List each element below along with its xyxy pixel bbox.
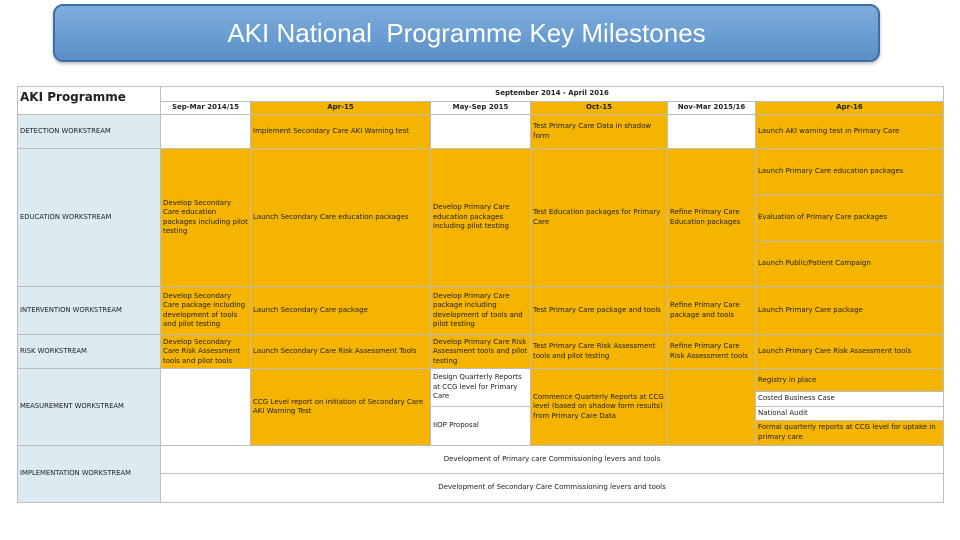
period-header: Apr-16 [756, 101, 944, 115]
cell-intervention-oct15: Test Primary Care package and tools [531, 287, 668, 335]
cell-intervention-sep14: Develop Secondary Care package including development of tools and pilot testing [161, 287, 251, 335]
cell-education-sep14: Develop Secondary Care education packages including pilot testing [161, 149, 251, 287]
period-header: Sep-Mar 2014/15 [161, 101, 251, 115]
milestones-table [17, 86, 944, 503]
workstream-intervention: INTERVENTION WORKSTREAM [18, 287, 161, 335]
cell-implementation-primary: Development of Primary care Commissioning levers and tools [161, 446, 944, 474]
cell-risk-sep14: Develop Secondary Care Risk Assessment tools and pilot tools [161, 335, 251, 369]
cell-empty [668, 369, 756, 446]
cell-empty [668, 115, 756, 149]
cell-education-nov15: Refine Primary Care Education packages [668, 149, 756, 287]
cell-measurement-may15-iiop: IIOP Proposal [431, 407, 531, 446]
cell-detection-apr15: Implement Secondary Care AKI Warning test [251, 115, 431, 149]
period-header: Apr-15 [251, 101, 431, 115]
cell-education-apr16-evaluation: Evaluation of Primary Care packages [756, 195, 944, 241]
period-header: Oct-15 [531, 101, 668, 115]
cell-measurement-may15-design: Design Quarterly Reports at CCG level for Primary Care [431, 369, 531, 407]
cell-risk-nov15: Refine Primary Care Risk Assessment tools [668, 335, 756, 369]
cell-empty [161, 115, 251, 149]
title-banner [53, 4, 880, 62]
cell-detection-apr16: Launch AKI warning test in Primary Care [756, 115, 944, 149]
span-header: September 2014 - April 2016 [161, 87, 944, 102]
workstream-risk: RISK WORKSTREAM [18, 335, 161, 369]
cell-education-may15: Develop Primary Care education packages including pilot testing [431, 149, 531, 287]
workstream-education: EDUCATION WORKSTREAM [18, 149, 161, 287]
cell-implementation-secondary: Development of Secondary Care Commissioning levers and tools [161, 474, 944, 503]
cell-intervention-apr15: Launch Secondary Care package [251, 287, 431, 335]
cell-risk-may15: Develop Primary Care Risk Assessment tools and pilot testing [431, 335, 531, 369]
cell-intervention-may15: Develop Primary Care package including development of tools and pilot testing [431, 287, 531, 335]
cell-education-apr15: Launch Secondary Care education packages [251, 149, 431, 287]
cell-intervention-apr16: Launch Primary Care package [756, 287, 944, 335]
cell-measurement-apr16-registry: Registry in place [756, 369, 944, 392]
cell-measurement-oct15: Commence Quarterly Reports at CCG level (based on shadow form results) from Primary Care Data [531, 369, 668, 446]
milestones-table-container [17, 86, 943, 503]
cell-detection-oct15: Test Primary Care Data in shadow form [531, 115, 668, 149]
cell-education-apr16-campaign: Launch Public/Patient Campaign [756, 241, 944, 286]
programme-label: AKI Programme [18, 87, 161, 115]
cell-measurement-apr16-business-case: Costed Business Case [756, 392, 944, 407]
cell-measurement-apr16-audit: National Audit [756, 407, 944, 421]
cell-risk-oct15: Test Primary Care Risk Assessment tools and pilot testing [531, 335, 668, 369]
cell-empty [161, 369, 251, 446]
cell-risk-apr16: Launch Primary Care Risk Assessment tools [756, 335, 944, 369]
workstream-detection: DETECTION WORKSTREAM [18, 115, 161, 149]
period-header: Nov-Mar 2015/16 [668, 101, 756, 115]
cell-education-oct15: Test Education packages for Primary Care [531, 149, 668, 287]
cell-empty [431, 115, 531, 149]
page-title: AKI National Programme Key Milestones [227, 17, 706, 48]
cell-risk-apr15: Launch Secondary Care Risk Assessment Tools [251, 335, 431, 369]
cell-measurement-apr15: CCG Level report on initiation of Secondary Care AKI Warning Test [251, 369, 431, 446]
period-header: May-Sep 2015 [431, 101, 531, 115]
workstream-implementation: IMPLEMENTATION WORKSTREAM [18, 446, 161, 503]
cell-education-apr16-launch: Launch Primary Care education packages [756, 149, 944, 195]
cell-intervention-nov15: Refine Primary Care package and tools [668, 287, 756, 335]
cell-measurement-apr16-reports: Formal quarterly reports at CCG level for uptake in primary care [756, 420, 944, 445]
workstream-measurement: MEASUREMENT WORKSTREAM [18, 369, 161, 446]
